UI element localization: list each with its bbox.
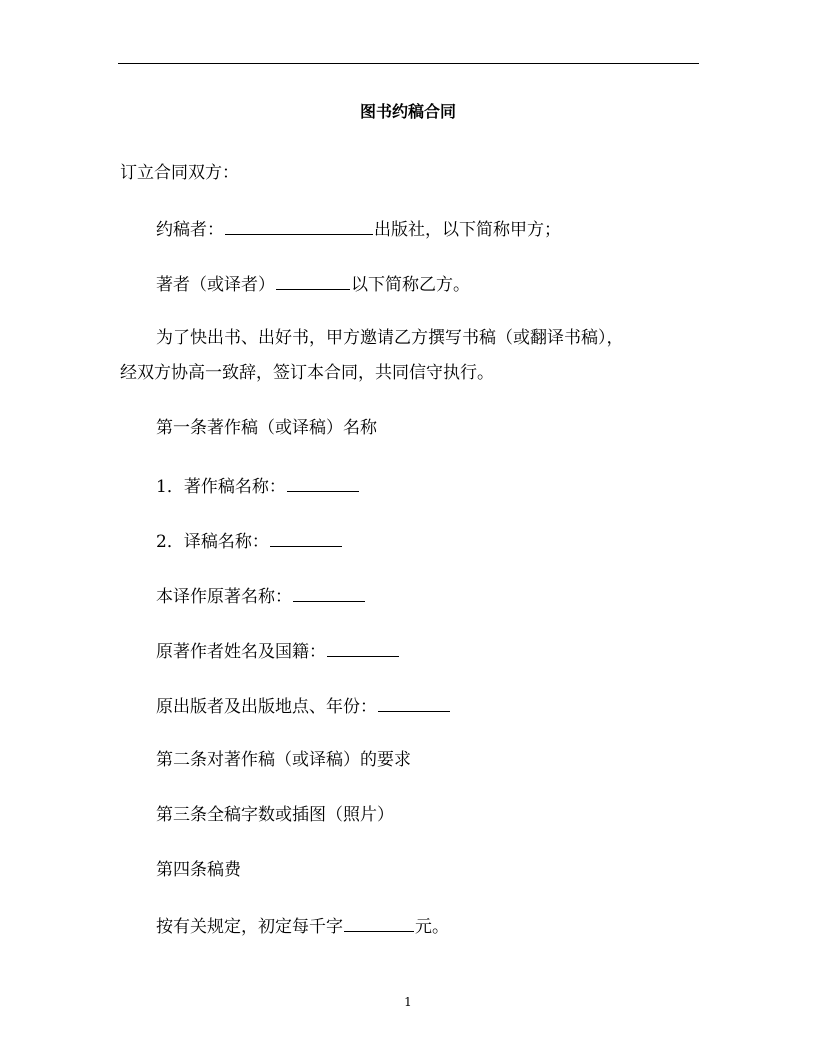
original-author-line [156, 638, 400, 664]
article-3-heading: 第三条全稿字数或插图（照片） [156, 805, 394, 825]
original-publisher-line [156, 693, 451, 719]
article-1-heading: 第一条著作稿（或译稿）名称 [156, 418, 377, 438]
translation-title-blank[interactable] [270, 528, 342, 547]
party-a-line [156, 216, 561, 242]
article-4-rate-line [156, 913, 449, 939]
original-title-line [156, 583, 366, 609]
party-a-prefix: 约稿者： [156, 220, 224, 240]
party-b-prefix: 著者（或译者） [156, 275, 275, 295]
original-publisher-label: 原出版者及出版地点、年份： [156, 697, 377, 717]
document-title: 图书约稿合同 [359, 102, 456, 121]
header-rule [118, 63, 699, 64]
article-1-item-1 [156, 473, 360, 499]
parties-heading: 订立合同双方： [120, 163, 239, 183]
original-author-label: 原著作者姓名及国籍： [156, 642, 326, 662]
translation-title-label: 2．译稿名称： [156, 532, 269, 552]
article-2-heading: 第二条对著作稿（或译稿）的要求 [156, 750, 411, 770]
preamble-line-2: 经双方协高一致辞，签订本合同，共同信守执行。 [120, 363, 494, 383]
article-4-heading: 第四条稿费 [156, 860, 241, 880]
original-title-label: 本译作原著名称： [156, 587, 292, 607]
manuscript-title-blank[interactable] [287, 473, 359, 492]
page-number: 1 [404, 995, 412, 1009]
publisher-name-blank[interactable] [225, 216, 373, 235]
preamble-line-1: 为了快出书、出好书，甲方邀请乙方撰写书稿（或翻译书稿）， [156, 328, 624, 348]
party-b-suffix: 以下简称乙方。 [351, 275, 470, 295]
manuscript-title-label: 1．著作稿名称： [156, 477, 286, 497]
author-name-blank[interactable] [276, 271, 350, 290]
rate-suffix: 元。 [415, 917, 449, 937]
rate-prefix: 按有关规定，初定每千字 [156, 917, 343, 937]
rate-blank[interactable] [344, 913, 414, 932]
party-b-line [156, 271, 470, 297]
original-author-blank[interactable] [327, 638, 399, 657]
article-1-item-2 [156, 528, 343, 554]
party-a-suffix: 出版社，以下简称甲方； [374, 220, 561, 240]
original-title-blank[interactable] [293, 583, 365, 602]
original-publisher-blank[interactable] [378, 693, 450, 712]
